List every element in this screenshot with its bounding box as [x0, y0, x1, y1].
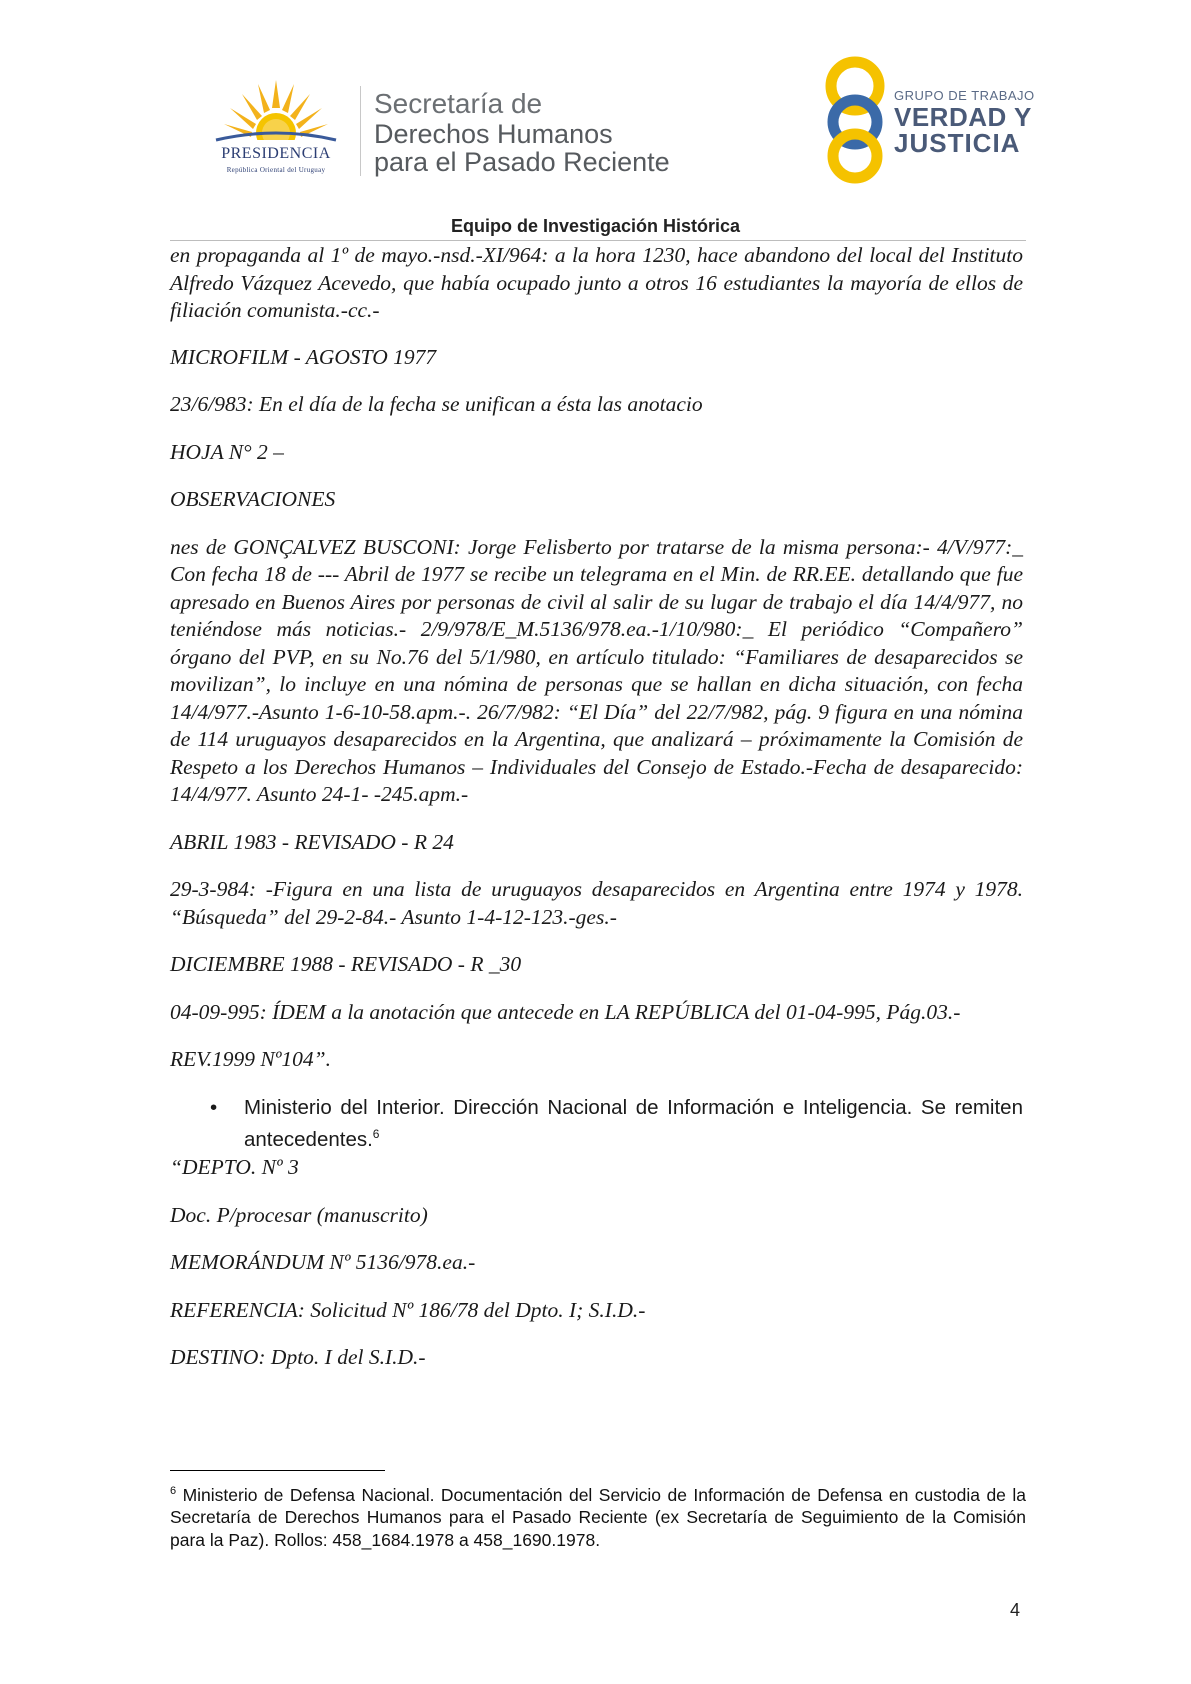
paragraph-depto: “DEPTO. Nº 3 — [170, 1155, 299, 1180]
paragraph-rev-1999: REV.1999 Nº104”. — [170, 1047, 331, 1071]
footnote-separator — [170, 1470, 385, 1471]
footnote-number: 6 — [170, 1485, 177, 1497]
bullet-marker: • — [210, 1095, 218, 1119]
paragraph-hoja: HOJA N° 2 – — [170, 439, 284, 464]
paragraph-diciembre-1988: DICIEMBRE 1988 - REVISADO - R _30 — [170, 952, 522, 976]
secretaria-line-3: para el Pasado Reciente — [374, 147, 670, 177]
paragraph-propaganda: en propaganda al 1º de mayo.-nsd.-XI/964: a la hora 1230, hace abandono del local del Instituto Alfredo Vázquez Acevedo, que había ocupado junto a otros 16 estudiantes la mayoría de ellos de filiación comunista.-cc.- — [170, 243, 1023, 322]
secretaria-logo-text — [374, 88, 670, 177]
paragraph-goncalvez: nes de GONÇALVEZ BUSCONI: Jorge Felisberto por tratarse de la misma persona:- 4/V/977:_ Con fecha 18 de --- Abril de 1977 se recibe un telegrama en el Min. de RR.EE. detallando que fue apresado en Buenos Aires por personas de civil al salir de su lugar de trabajo el día 14/4/977, no teniéndose más noticias.- 2/9/978/E_M.5136/978.ea.-1/10/980:_ El periódico “Compañero” órgano del PVP, en su No.76 del 5/1/980, en artículo titulado: “Familiares de desaparecidos se movilizan”, lo incluye en una nómina de personas que se hallan en dicha situación, con fecha 14/4/977.-Asunto 1-6-10-58.apm.-. 26/7/982: “El Día” del 22/7/982, pág. 9 figura en una nómina de 114 uruguayos desaparecidos en la Argentina, que analizará – próximamente la Comisión de Respeto a los Derechos Humanos – Individuales del Consejo de Estado.-Fecha de desaparecido: 14/4/977. Asunto 24-1- -245.apm.- — [170, 534, 1023, 806]
bullet-item — [170, 1094, 1023, 1153]
header-rule — [170, 240, 1026, 241]
interlocked-rings-icon — [822, 56, 892, 184]
bullet-text: Ministerio del Interior. Dirección Nacional de Información e Inteligencia. Se remiten antecedentes. — [244, 1095, 1023, 1151]
paragraph-observaciones: OBSERVACIONES — [170, 487, 336, 511]
paragraph-destino: DESTINO: Dpto. I del S.I.D.- — [170, 1345, 426, 1370]
paragraph-microfilm: MICROFILM - AGOSTO 1977 — [170, 344, 437, 369]
secretaria-line-1: Secretaría de — [374, 88, 543, 119]
paragraph-abril-1983: ABRIL 1983 - REVISADO - R 24 — [170, 829, 454, 854]
footnote — [170, 1480, 1026, 1551]
footnote-text: Ministerio de Defensa Nacional. Documentación del Servicio de Información de Defensa en custodia de la Secretaría de Derechos Humanos para el Pasado Reciente (ex Secretaría de Seguimiento de la Comisión para la Paz). Rollos: 458_1684.1978 a 458_1690.1978. — [170, 1484, 1026, 1550]
document-body — [170, 242, 1023, 1392]
sun-emblem-icon — [196, 78, 356, 148]
secretaria-line-2: Derechos Humanos — [374, 119, 613, 149]
team-title: Equipo de Investigación Histórica — [450, 216, 741, 236]
vyj-small-caption: GRUPO DE TRABAJO — [894, 88, 1035, 103]
vyj-title-line-1: VERDAD Y — [894, 102, 1032, 132]
footnote-reference[interactable]: 6 — [372, 1126, 380, 1141]
paragraph-29-3-984: 29-3-984: -Figura en una lista de uruguayos desaparecidos en Argentina entre 1974 y 1978. “Búsqueda” del 29-2-84.- Asunto 1-4-12-123.-ges.- — [170, 877, 1023, 929]
paragraph-04-09-995: 04-09-995: ÍDEM a la anotación que antecede en LA REPÚBLICA del 01-04-995, Pág.03.- — [170, 999, 961, 1024]
paragraph-referencia: REFERENCIA: Solicitud Nº 186/78 del Dpto. I; S.I.D.- — [170, 1297, 646, 1322]
paragraph-memorandum: MEMORÁNDUM Nº 5136/978.ea.- — [170, 1250, 476, 1275]
presidencia-subtitle: República Oriental del Uruguay — [226, 166, 326, 174]
presidencia-name: PRESIDENCIA — [221, 145, 331, 162]
paragraph-unifican: 23/6/983: En el día de la fecha se unifican a ésta las anotacio — [170, 392, 703, 416]
page-number: 4 — [1010, 1600, 1021, 1620]
paragraph-doc-procesar: Doc. P/procesar (manuscrito) — [170, 1202, 428, 1227]
logo-divider — [360, 86, 361, 176]
verdad-justicia-logo — [822, 56, 1042, 184]
vyj-title-line-2: JUSTICIA — [894, 128, 1021, 158]
presidencia-logo — [196, 78, 356, 178]
